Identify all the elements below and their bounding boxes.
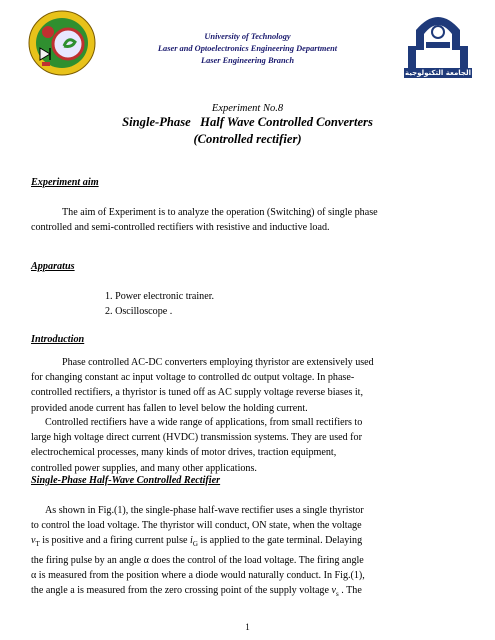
- intro-line: controlled power supplies, and many other applications.: [31, 462, 257, 474]
- intro-line: for changing constant ac input voltage to controlled dc output voltage. In phase-: [31, 372, 355, 384]
- section-heading-aim: Experiment aim: [31, 177, 99, 188]
- header-university: University of Technology: [204, 32, 291, 41]
- subscript-t: T: [35, 540, 40, 549]
- intro-line: Controlled rectifiers have a wide range of applications, from small rectifiers to: [45, 417, 363, 428]
- section-heading-half-wave: Single-Phase Half-Wave Controlled Rectifier: [31, 475, 221, 486]
- subscript-s: s: [335, 590, 339, 599]
- subscript-g: G: [192, 540, 198, 549]
- half-wave-line: [31, 533, 465, 552]
- intro-line: provided anode current has fallen to level below the holding current.: [31, 402, 308, 414]
- intro-line: Phase controlled AC-DC converters employing thyristor are extensively used: [62, 357, 374, 368]
- experiment-number: Experiment No.8: [211, 103, 284, 114]
- introduction-paragraph-2: [31, 415, 465, 476]
- header-branch: Laser Engineering Branch: [200, 56, 295, 65]
- aim-line: The aim of Experiment is to analyze the operation (Switching) of single phase: [62, 207, 378, 218]
- header-department: Laser and Optoelectronics Engineering Department: [157, 44, 338, 53]
- aim-paragraph: [31, 205, 465, 235]
- text-segment: . The: [338, 585, 362, 597]
- symbol-i: i: [190, 535, 193, 547]
- apparatus-item: 1. Power electronic trainer.: [105, 291, 215, 302]
- section-heading-introduction: Introduction: [31, 334, 85, 345]
- intro-line: electrochemical processes, many kinds of motor drives, traction equipment,: [31, 447, 337, 459]
- page-number: 1: [245, 622, 250, 632]
- section-heading-apparatus: Apparatus: [31, 261, 75, 272]
- text-segment: the angle a is measured from the zero crossing point of the supply voltage: [31, 585, 332, 597]
- symbol-v: v: [31, 535, 36, 547]
- apparatus-item: 2. Oscilloscope .: [105, 306, 173, 317]
- half-wave-line: to control the load voltage. The thyristor will conduct, ON state, when the voltage: [31, 520, 362, 532]
- half-wave-line: As shown in Fig.(1), the single-phase half-wave rectifier uses a single thyristor: [45, 505, 364, 516]
- half-wave-line: [31, 583, 465, 602]
- half-wave-paragraph: [31, 503, 465, 602]
- intro-line: controlled rectifiers, a thyristor is tuned off as AC supply voltage reverse biases it,: [31, 387, 363, 399]
- aim-line: controlled and semi-controlled rectifiers with resistive and inductive load.: [31, 222, 330, 234]
- half-wave-line: α is measured from the position where a diode would naturally conduct. In Fig.(1),: [31, 569, 365, 581]
- experiment-subtitle: (Controlled rectifier): [193, 132, 302, 146]
- text-segment: is positive and a firing current pulse: [39, 535, 191, 547]
- intro-line: large high voltage direct current (HVDC) transmission systems. They are used for: [31, 432, 362, 444]
- introduction-paragraph-1: [31, 355, 465, 416]
- experiment-title: Single-Phase Half Wave Controlled Converters: [122, 115, 373, 129]
- symbol-vs: v: [331, 585, 336, 597]
- logo-caption: الجامعة التكنولوجية: [404, 69, 472, 77]
- text-segment: is applied to the gate terminal. Delaying: [197, 535, 363, 547]
- half-wave-line: the firing pulse by an angle α does the control of the load voltage. The firing angle: [31, 554, 364, 566]
